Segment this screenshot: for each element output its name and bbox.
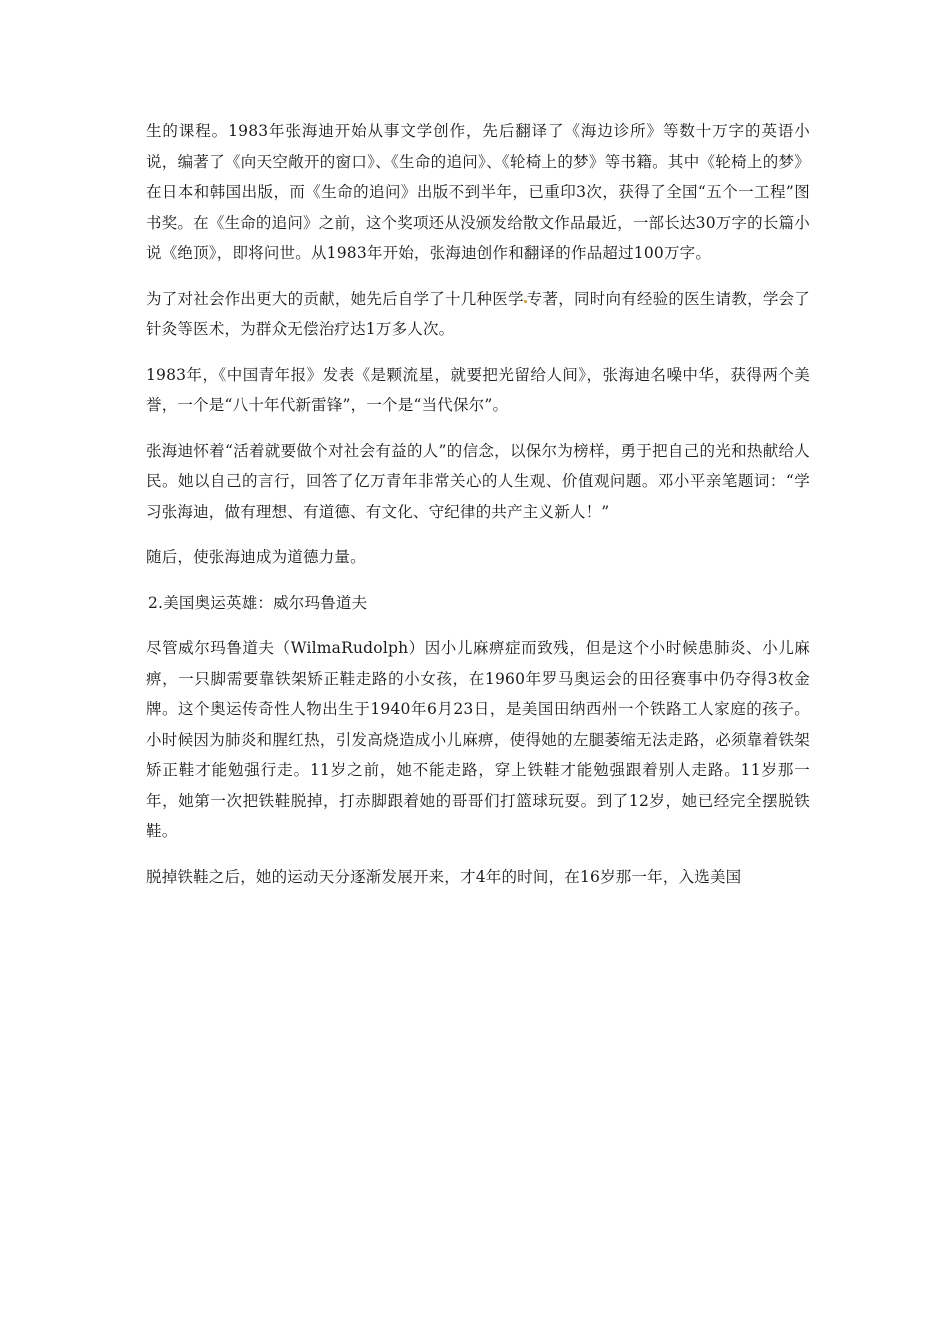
paragraph-moral-force: 随后，使张海迪成为道德力量。 bbox=[146, 548, 366, 566]
paragraph-literary-career: 生的课程。1983年张海迪开始从事文学创作，先后翻译了《海边诊所》等数十万字的英语小说，编著了《向天空敞开的窗口》、《生命的追问》、《轮椅上的梦》等书籍。其中《轮椅上的梦》在日本和韩国出版，而《生命的追问》出版不到半年，已重印3次，获得了全国“五个一工程”图书奖。在《生命的追问》之前，这个奖项还从没颁发给散文作品最近，一部长达30万字的长篇小说《绝顶》，即将问世。从1983年开始，张海迪创作和翻译的作品超过100万字。 bbox=[146, 122, 810, 262]
paragraph-medical-study-part2: 专著，同时向有经验的医生请教，学会了针灸等医术，为群众无偿治疗达1万多人次。 bbox=[146, 289, 810, 338]
section-heading-wilma-rudolph: 2.美国奥运英雄：威尔玛鲁道夫 bbox=[148, 593, 368, 612]
paragraph-wilma-childhood: 尽管威尔玛鲁道夫（WilmaRudolph）因小儿麻痹症而致残，但是这个小时候患肺炎、小儿麻痹，一只脚需要靠铁架矫正鞋走路的小女孩，在1960年罗马奥运会的田径赛事中仍夺得3枚金牌。这个奥运传奇性人物出生于1940年6月23日，是美国田纳西州一个铁路工人家庭的孩子。小时候因为肺炎和腥红热，引发高烧造成小儿麻痹，使得她的左腿萎缩无法走路，必须靠着铁架矫正鞋才能勉强行走。11岁之前，她不能走路，穿上铁鞋才能勉强跟着别人走路。11岁那一年，她第一次把铁鞋脱掉，打赤脚跟着她的哥哥们打篮球玩耍。到了12岁，她已经完全摆脱铁鞋。 bbox=[146, 639, 810, 840]
paragraph-medical-study-part1: 为了对社会作出更大的贡献，她先后自学了十几种医学 bbox=[146, 289, 524, 308]
paragraph-belief: 张海迪怀着“活着就要做个对社会有益的人”的信念，以保尔为榜样，勇于把自己的光和热献给人民。她以自己的言行，回答了亿万青年非常关心的人生观、价值观问题。邓小平亲笔题词：“学习张海迪，做有理想、有道德、有文化、守纪律的共产主义新人！” bbox=[146, 441, 810, 521]
paragraph-medical-study bbox=[146, 284, 810, 345]
paragraph-wilma-talent: 脱掉铁鞋之后，她的运动天分逐渐发展开来，才4年的时间，在16岁那一年，入选美国 bbox=[146, 867, 742, 886]
paragraph-honors-1983: 1983年，《中国青年报》发表《是颗流星，就要把光留给人间》，张海迪名噪中华，获得两个美誉，一个是“八十年代新雷锋”，一个是“当代保尔”。 bbox=[146, 365, 810, 414]
document-body bbox=[146, 116, 810, 907]
